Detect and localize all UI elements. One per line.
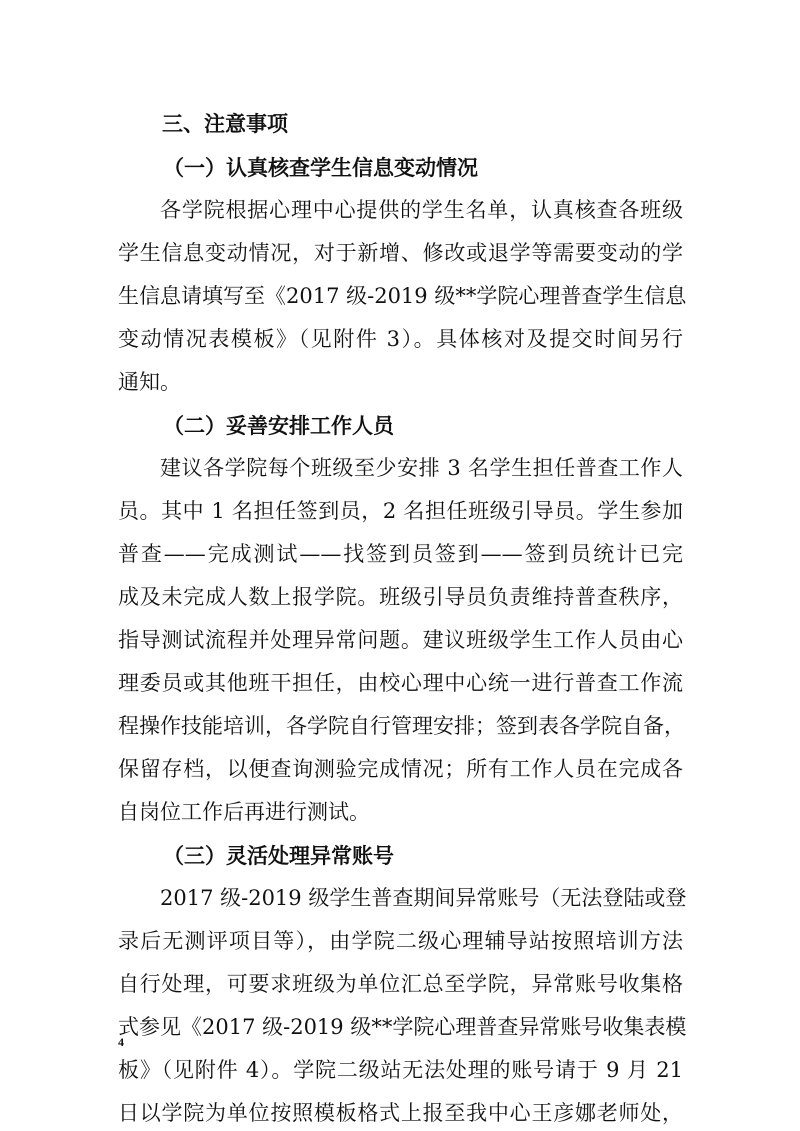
text-line: 成及未完成人数上报学院。班级引导员负责维持普查秩序， [118, 585, 683, 609]
paragraph [118, 189, 687, 404]
text-line: 指导测试流程并处理异常问题。建议班级学生工作人员由心 [118, 628, 683, 652]
text-line: 理委员或其他班干担任，由校心理中心统一进行普查工作流 [118, 671, 683, 695]
section-title: 三、注意事项 [162, 112, 288, 136]
text-line: 各学院根据心理中心提供的学生名单，认真核查各班级 [160, 198, 683, 222]
subsection-heading: （一）认真核查学生信息变动情况 [163, 155, 478, 180]
subsection-heading: （二）妥善安排工作人员 [163, 413, 394, 438]
page-number: 4 [118, 1035, 124, 1049]
text-line: 式参见《2017 级-2019 级**学院心理普查异常账号收集表模 [118, 1015, 687, 1039]
text-line: 通知。 [118, 370, 181, 394]
text-line: 保留存档，以便查询测验完成情况；所有工作人员在完成各 [118, 757, 683, 781]
text-line: 板》（见附件 4）。学院二级站无法处理的账号请于 9 月 21 [118, 1058, 683, 1082]
text-line: 建议各学院每个班级至少安排 3 名学生担任普查工作人 [160, 456, 683, 480]
text-line: 录后无测评项目等），由学院二级心理辅导站按照培训方法 [118, 929, 683, 953]
paragraph [118, 447, 683, 834]
text-line: 自岗位工作后再进行测试。 [118, 800, 370, 824]
text-line: 程操作技能培训，各学院自行管理安排；签到表各学院自备， [118, 714, 685, 738]
text-line: 自行处理，可要求班级为单位汇总至学院，异常账号收集格 [118, 972, 683, 996]
text-line: 学生信息变动情况，对于新增、修改或退学等需要变动的学 [118, 241, 683, 265]
text-line: 生信息请填写至《2017 级-2019 级**学院心理普查学生信息 [118, 284, 687, 308]
document-body [118, 103, 687, 1131]
text-line: 日以学院为单位按照模板格式上报至我中心王彦娜老师处， [118, 1101, 683, 1125]
text-line: 员。其中 1 名担任签到员，2 名担任班级引导员。学生参加 [118, 499, 683, 523]
subsection-heading: （三）灵活处理异常账号 [163, 843, 394, 868]
paragraph [118, 877, 687, 1131]
text-line: 变动情况表模板》（见附件 3）。具体核对及提交时间另行 [118, 327, 683, 351]
text-line: 2017 级-2019 级学生普查期间异常账号（无法登陆或登 [160, 886, 687, 910]
text-line: 普查——完成测试——找签到员签到——签到员统计已完 [118, 542, 683, 566]
